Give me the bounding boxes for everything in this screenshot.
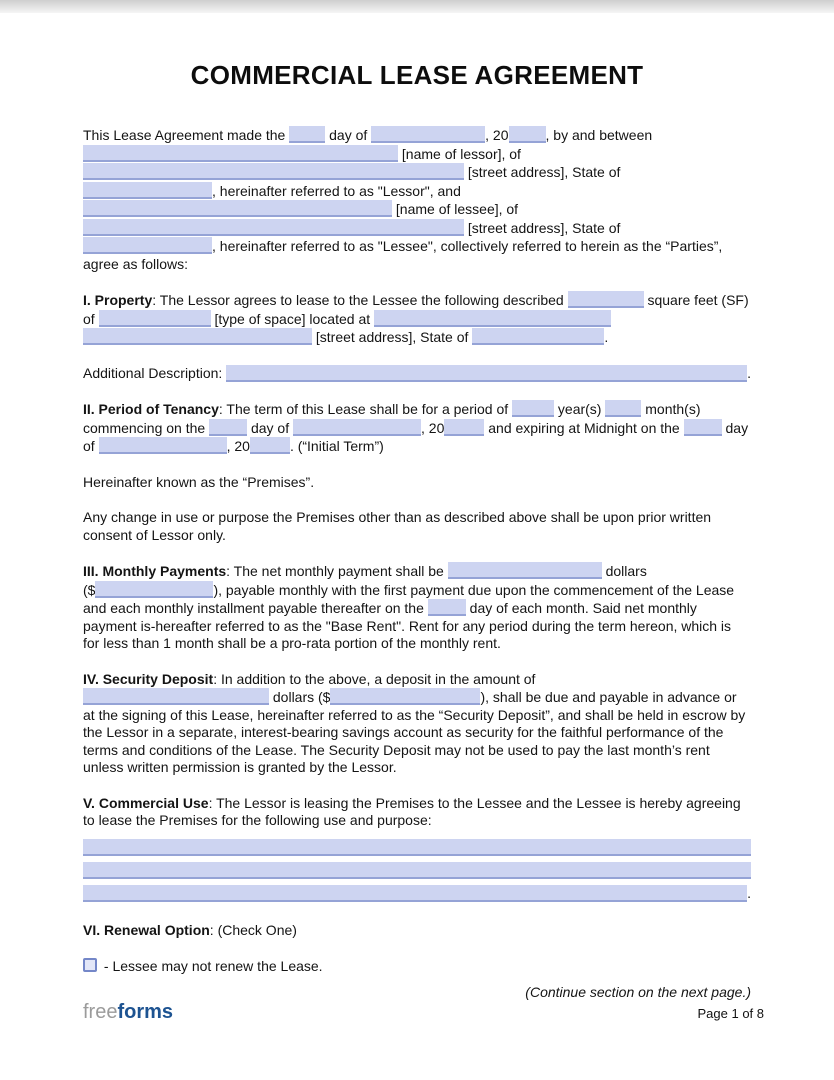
text-run: day of — [325, 127, 372, 143]
page-top-edge — [0, 0, 834, 13]
lessee-state-blank[interactable] — [83, 237, 212, 254]
lessee-name-blank[interactable] — [83, 200, 392, 217]
lessor-state-blank[interactable] — [83, 182, 212, 199]
text-run: . — [604, 329, 609, 345]
text-run: [street address], State of — [464, 164, 625, 180]
text-run: : In addition to the above, a deposit in the amount of — [213, 670, 536, 687]
use-purpose-blank-2[interactable] — [83, 862, 751, 879]
page-number: Page 1 of 8 — [697, 1006, 764, 1021]
text-run: : The term of this Lease shall be for a period of — [218, 401, 513, 417]
text-run: and expiring at Midnight on the — [484, 419, 684, 436]
section-heading: I. Property — [83, 292, 153, 308]
renewal-option-checkbox[interactable] — [83, 958, 97, 972]
page-footer — [83, 1001, 764, 1024]
text-run: ), payable monthly with the first payment due upon the commencement of the Lease and each monthly installment payable thereafter on the — [83, 581, 738, 616]
text-run: , 20 — [226, 438, 250, 454]
property-address-blank[interactable] — [83, 328, 312, 345]
property-state-blank[interactable] — [472, 328, 604, 345]
section-property — [83, 291, 751, 347]
section-security-deposit — [83, 671, 751, 777]
renewal-no-renew-option — [83, 958, 751, 976]
text-run: , hereinafter referred to as "Lessee", collectively referred to herein as the “Parties”, agree as follows: — [83, 238, 727, 272]
text-run: This Lease Agreement made the — [83, 127, 290, 143]
text-run: day of each month. Said net monthly payment is-hereafter referred to as the "Base Rent". Rent for any period during the term hereon, which is for less than 1 month shall be a pro-rata portion of the monthly rent. — [83, 600, 735, 651]
logo-text-free: free — [83, 1001, 118, 1023]
text-run: day of — [83, 419, 752, 454]
text-run: dollars ($ — [269, 689, 331, 705]
use-change-note — [83, 509, 751, 544]
year-blank[interactable] — [509, 126, 546, 143]
text-run: . — [747, 364, 751, 381]
type-of-space-blank[interactable] — [99, 310, 211, 327]
text-run: Any change in use or purpose the Premises other than as described above shall be upon prior written consent of Lessor only. — [83, 509, 715, 543]
text-run: [street address], State of — [312, 329, 473, 345]
section-heading: IV. Security Deposit — [83, 670, 214, 687]
page-title: COMMERCIAL LEASE AGREEMENT — [190, 60, 644, 90]
text-run: ), shall be due and payable in advance or at the signing of this Lease, hereinafter referred to as the “Security Deposit”, and shall be held in escrow by the Lessor in a separate, interest-bearing savings account as security for the faithful performance of the terms and conditions of the Lease. The Security Deposit may not be used to pay the last month’s rent unless written permission is granted by the Lessor. — [83, 689, 750, 775]
text-run: Hereinafter known as the “Premises”. — [83, 473, 315, 490]
text-run — [611, 311, 615, 327]
expire-year-blank[interactable] — [250, 437, 290, 454]
deposit-amount-blank[interactable] — [330, 688, 480, 705]
text-run: : (Check One) — [209, 922, 297, 938]
text-run: dollars — [601, 563, 647, 579]
text-run: : The net monthly payment shall be — [226, 563, 448, 579]
text-run: . (“Initial Term”) — [289, 438, 384, 454]
intro-paragraph — [83, 126, 751, 273]
property-address-blank[interactable] — [374, 310, 611, 327]
text-run: Additional Description: — [83, 364, 227, 381]
text-run: : The Lessor is leasing the Premises to the Lessee and the Lessee is hereby agreeing to lease the Premises for the following use and purpose: — [83, 794, 745, 828]
additional-description-blank[interactable] — [226, 365, 747, 382]
expire-month-blank[interactable] — [99, 437, 227, 454]
document-body — [83, 126, 751, 1020]
text-run: , 20 — [485, 127, 509, 143]
text-run: month(s) commencing on the — [83, 401, 705, 436]
text-run: (Continue section on the next page.) — [525, 984, 751, 1000]
text-run: square feet (SF) of — [83, 292, 753, 327]
day-blank[interactable] — [289, 126, 325, 143]
use-purpose-blank-1[interactable] — [83, 839, 751, 856]
commence-year-blank[interactable] — [444, 419, 484, 436]
text-run: : The Lessor agrees to lease to the Lessee the following described — [152, 292, 568, 308]
additional-description — [83, 365, 751, 383]
text-run: [type of space] located at — [210, 310, 375, 327]
lessor-street-address-blank[interactable] — [83, 163, 464, 180]
section-heading: VI. Renewal Option — [83, 922, 210, 938]
premises-note — [83, 474, 751, 492]
section-heading: III. Monthly Payments — [83, 563, 227, 579]
section-renewal-option — [83, 922, 751, 940]
lessor-name-blank[interactable] — [83, 145, 398, 162]
text-run: [name of lessee], of — [392, 201, 522, 217]
section-commercial-use — [83, 795, 751, 830]
continue-note — [83, 984, 751, 1002]
text-run: , by and between — [545, 127, 657, 143]
lessee-street-address-blank[interactable] — [83, 219, 464, 236]
square-feet-blank[interactable] — [568, 291, 644, 308]
use-purpose-line-2 — [83, 862, 751, 879]
section-heading: V. Commercial Use — [83, 794, 209, 811]
payment-day-blank[interactable] — [428, 599, 466, 616]
section-heading: II. Period of Tenancy — [83, 401, 219, 417]
text-run: year(s) — [554, 401, 606, 417]
section-monthly-payments — [83, 562, 751, 653]
text-run: [name of lessor], of — [398, 145, 525, 162]
logo-text-forms: forms — [117, 1001, 174, 1023]
deposit-words-blank[interactable] — [83, 688, 269, 705]
text-run: day of — [247, 419, 293, 436]
expire-day-blank[interactable] — [684, 419, 722, 436]
section-period-of-tenancy — [83, 400, 751, 456]
text-run: [street address], State of — [464, 219, 625, 236]
text-run: - Lessee may not renew the Lease. — [100, 957, 323, 974]
monthly-payment-amount-blank[interactable] — [95, 581, 213, 598]
commence-month-blank[interactable] — [293, 419, 421, 436]
monthly-payment-words-blank[interactable] — [448, 562, 602, 579]
commence-day-blank[interactable] — [209, 419, 247, 436]
text-run: , 20 — [421, 419, 445, 436]
text-run: ($ — [83, 581, 96, 598]
term-years-blank[interactable] — [512, 400, 554, 417]
text-run: , hereinafter referred to as "Lessor", and — [212, 182, 465, 199]
term-months-blank[interactable] — [605, 400, 641, 417]
use-purpose-line-1 — [83, 839, 751, 856]
use-purpose-blank-3[interactable] — [83, 885, 747, 902]
use-purpose-line-3 — [83, 885, 751, 903]
text-run: . — [747, 884, 751, 901]
month-blank[interactable] — [371, 126, 485, 143]
freeforms-logo — [83, 1001, 173, 1024]
